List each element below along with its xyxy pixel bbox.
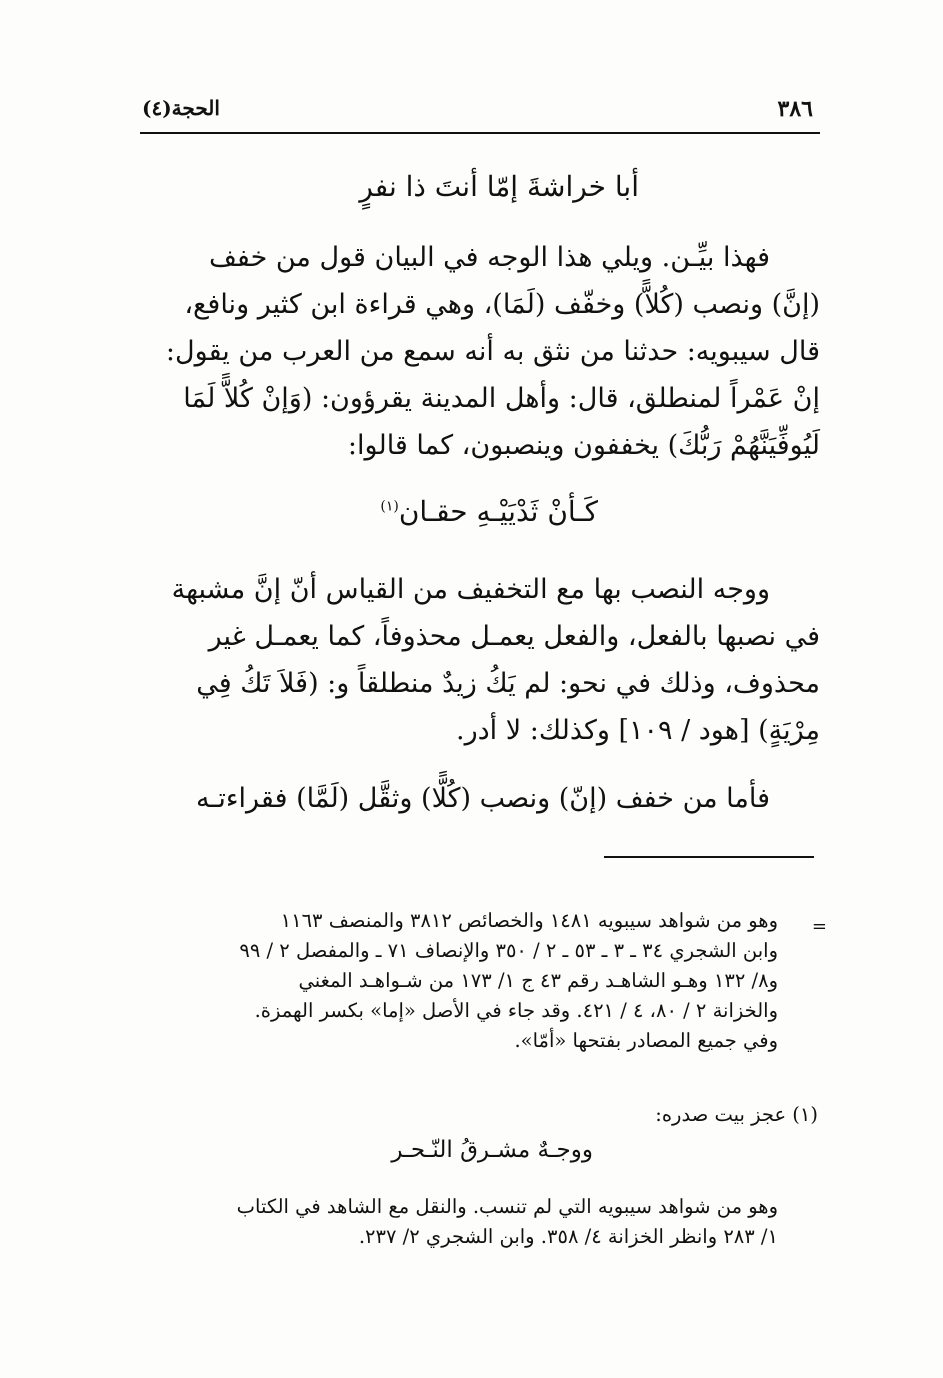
paragraph-line: إنْ عَمْراً لمنطلق، قال: وأهل المدينة يقرؤون: (وَإنْ كُلاًّ لَمَا (183, 383, 820, 414)
footnote-1-verse: ووجـهٌ مشـرقُ النّـحـر (391, 1137, 593, 1163)
paragraph-1 (140, 234, 820, 469)
paragraph-line: لَيُوفِّيَنَّهُمْ رَبُّكَ) يخففون وينصبون، كما قالوا: (347, 430, 820, 461)
paragraph-line: في نصبها بالفعل، والفعل يعمـل محذوفاً، كما يعمـل غير (208, 621, 820, 652)
footnote-line: وهو من شواهد سيبويه التي لم تنسب. والنقل مع الشاهد في الكتاب (236, 1195, 778, 1218)
paragraph-line: فهذا بيِّـن. ويلي هذا الوجه في البيان قول من خفف (208, 242, 770, 273)
page-number: ٣٨٦ (777, 96, 813, 122)
verse-line-2 (380, 495, 598, 528)
verse-line-1: أبا خراشةَ إمّا أنتَ ذا نفرٍ (359, 170, 639, 203)
paragraph-line: قال سيبويه: حدثنا من نثق به أنه سمع من العرب من يقول: (165, 336, 820, 367)
paragraph-2 (140, 566, 820, 754)
footnote-line: وابن الشجري ٣٤ ـ ٣ ـ ٥٣ ـ ٢ / ٣٥٠ والإنصاف ٧١ ـ والمفصل ٢ / ٩٩ (239, 939, 778, 962)
paragraph-3: فأما من خفف (إنّ) ونصب (كُلًّا) وثقَّل (لَمَّا) فقراءتـه (195, 783, 770, 814)
paragraph-line: ووجه النصب بها مع التخفيف من القياس أنّ إنَّ مشبهة (171, 574, 770, 605)
paragraph-line: (إنَّ) ونصب (كُلاًّ) وخفّف (لَمَا)، وهي قراءة ابن كثير ونافع، (184, 289, 820, 320)
footnote-line: وهو من شواهد سيبويه ١٤٨١ والخصائص ٣٨١٢ والمنصف ١١٦٣ (280, 909, 778, 932)
verse-text: كَـأنْ ثَدْيَيْـهِ حقـان (398, 495, 598, 528)
running-title: الحجة(٤) (142, 96, 220, 120)
footnote-reference: (١) (380, 498, 399, 515)
footnote-line: والخزانة ٢ / ٨٠، ٤ / ٤٢١. وقد جاء في الأصل «إما» بكسر الهمزة. (254, 999, 778, 1022)
footnote-line: و٨/ ١٣٢ وهـو الشاهـد رقم ٤٣ ج ١/ ١٧٣ من شـواهـد المغني (298, 969, 778, 992)
paragraph-line: محذوف، وذلك في نحو: لم يَكُ زيدٌ منطلقاً و: (فَلاَ تَكُ فِي (196, 668, 820, 699)
footnote-separator (604, 856, 814, 858)
continuation-mark: = (811, 916, 827, 937)
paragraph-line: مِرْيَةٍ) [هود / ١٠٩] وكذلك: لا أدر. (456, 715, 820, 746)
footnote-line: ١/ ٢٨٣ وانظر الخزانة ٤/ ٣٥٨. وابن الشجري ٢/ ٢٣٧. (358, 1225, 778, 1248)
footnote-1-body (138, 1192, 778, 1252)
footnote-line: وفي جميع المصادر بفتحها «أمّا». (514, 1029, 778, 1052)
footnote-1-label: (١) عجز بيت صدره: (655, 1103, 818, 1126)
footnote-continuation (138, 906, 778, 1056)
header-rule (140, 132, 820, 134)
